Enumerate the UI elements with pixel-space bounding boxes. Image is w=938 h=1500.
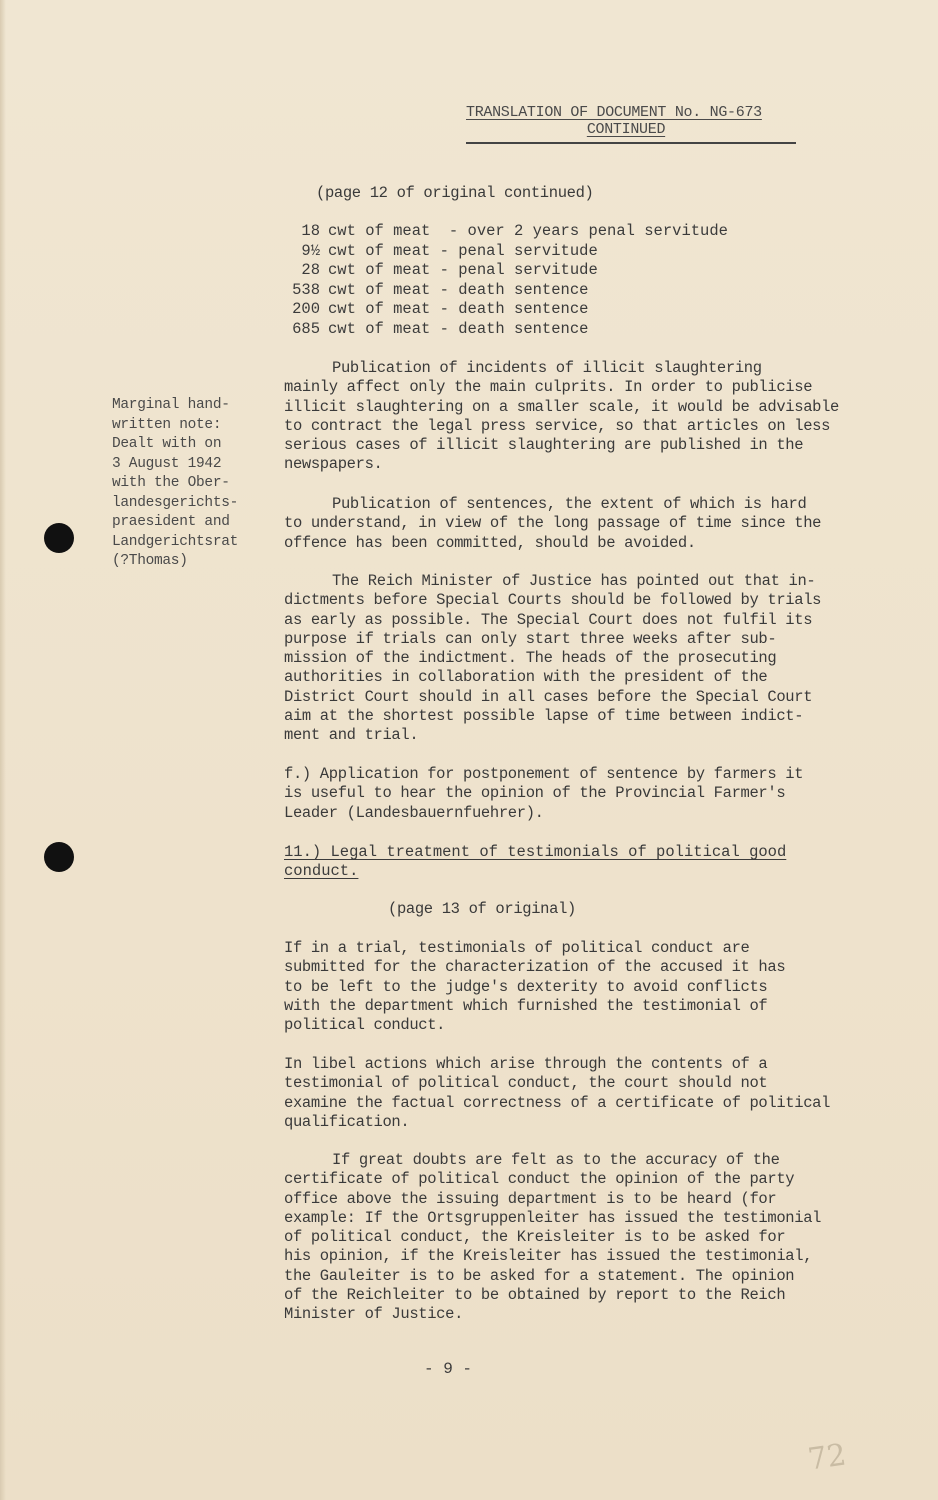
- header-continued: CONTINUED: [586, 121, 666, 138]
- page-reference-12: (page 12 of original continued): [316, 184, 594, 202]
- paragraph-special-courts: The Reich Minister of Justice has pointed out that in- dictments before Special Courts should be followed by trials as early as possible. The Special Court does not fulfil its purpose if trials can only start three weeks after sub- mission of the indictment. The heads of the prosecuting authorities in collaboration with the president of the District Court should in all cases before the Special Court aim at the shortest possible lapse of time between indict- ment and trial.: [284, 572, 822, 745]
- document-header: [466, 104, 806, 144]
- paragraph-postponement: f.) Application for postponement of sentence by farmers it is useful to hear the opinion of the Provincial Farmer's Leader (Landesbauernfuehrer).: [284, 765, 804, 822]
- paragraph-libel-actions: In libel actions which arise through the contents of a testimonial of political conduct, the court should not examine the factual correctness of a certificate of political qualification.: [284, 1055, 831, 1131]
- page-number: - 9 -: [424, 1360, 473, 1378]
- header-title: TRANSLATION OF DOCUMENT No. NG-673: [466, 104, 762, 121]
- meat-sentence-list: [284, 222, 728, 339]
- list-item: 538 cwt of meat - death sentence: [292, 280, 589, 299]
- paragraph-publication-sentences: Publication of sentences, the extent of which is hard to understand, in view of the long passage of time since the offence has been committed, should be avoided.: [284, 495, 822, 552]
- list-item: 28 cwt of meat - penal servitude: [301, 261, 598, 279]
- section-heading-11: 11.) Legal treatment of testimonials of political good conduct.: [284, 843, 787, 881]
- marginal-note: Marginal hand- written note: Dealt with on 3 August 1942 with the Ober- landesgerichts- praesident and Landgerichtsrat (?Thomas): [112, 397, 239, 569]
- page-reference-13: (page 13 of original): [388, 900, 576, 918]
- list-item: 18 cwt of meat - over 2 years penal servitude: [301, 222, 728, 240]
- punch-hole-top: [44, 523, 74, 553]
- paragraph-testimonials: If in a trial, testimonials of political conduct are submitted for the characterization of the accused it has to be left to the judge's dexterity to avoid conflicts with the department which furnished the testimonial of political conduct.: [284, 939, 786, 1035]
- paragraph-great-doubts: If great doubts are felt as to the accuracy of the certificate of political conduct the opinion of the party office above the issuing department is to be heard (for example: If the Ortsgruppenleiter has issued the testimonial of political conduct, the Kreisleiter is to be asked for his opinion, if the Kreisleiter has issued the testimonial, the Gauleiter is to be asked for a statement. The opinion of the Reichleiter to be obtained by report to the Reich Minister of Justice.: [284, 1151, 822, 1324]
- list-item: 685 cwt of meat - death sentence: [292, 319, 589, 338]
- punch-hole-bottom: [44, 842, 74, 872]
- header-rule: [466, 142, 796, 144]
- list-item: 200 cwt of meat - death sentence: [292, 300, 589, 318]
- corner-mark: 72: [805, 1437, 849, 1478]
- paragraph-publication-incidents: Publication of incidents of illicit slaughtering mainly affect only the main culprits. In order to publicise illicit slaughtering on a smaller scale, it would be advisable to contract the legal press service, so that articles on less serious cases of illicit slaughtering are published in the newspapers.: [284, 359, 839, 474]
- list-item: 9½ cwt of meat - penal servitude: [301, 241, 598, 260]
